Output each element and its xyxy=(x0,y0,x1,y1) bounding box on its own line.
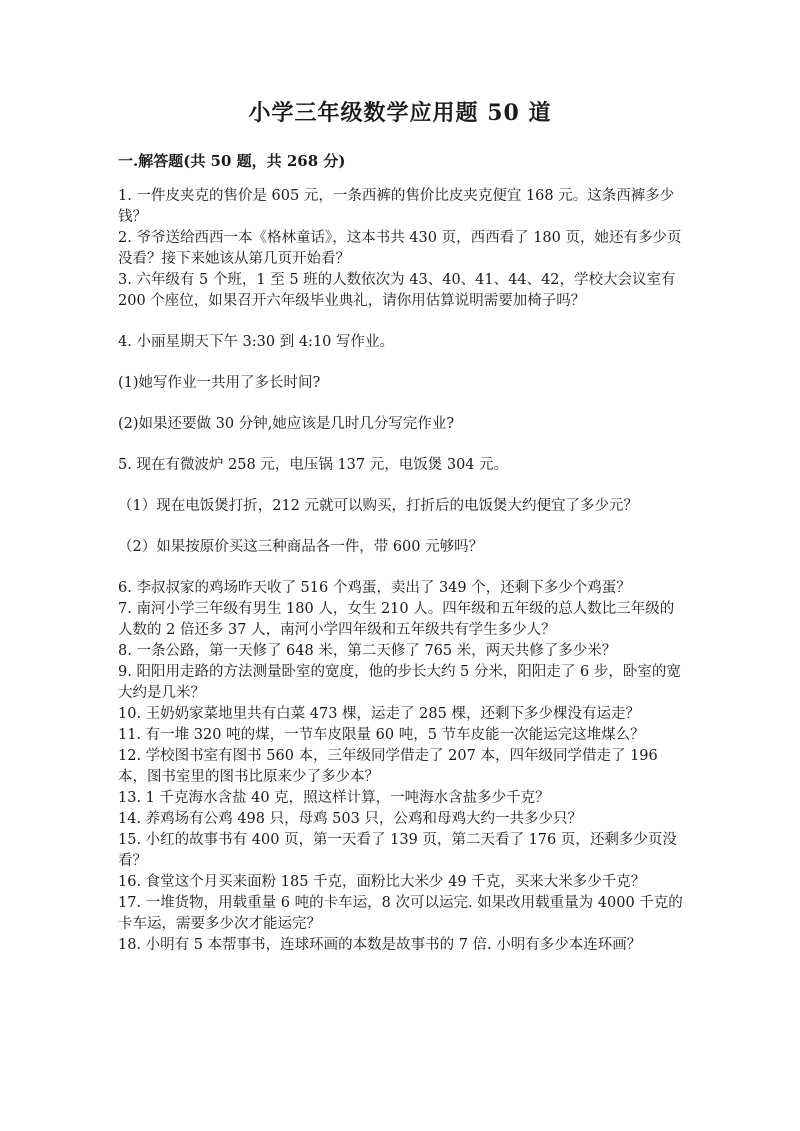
question-9: 9. 阳阳用走路的方法测量卧室的宽度，他的步长大约 5 分米，阳阳走了 6 步，卧室的宽大约是几米？ xyxy=(118,664,681,701)
question-3: 3. 六年级有 5 个班，1 至 5 班的人数依次为 43、40、41、44、42，学校大会议室有 200 个座位，如果召开六年级毕业典礼，请你用估算说明需要加椅子吗？ xyxy=(118,272,676,309)
question-14: 14. 养鸡场有公鸡 498 只，母鸡 503 只，公鸡和母鸡大约一共多少只？ xyxy=(118,811,582,827)
question-13: 13. 1 千克海水含盐 40 克，照这样计算，一吨海水含盐多少千克？ xyxy=(118,790,550,806)
question-11: 11. 有一堆 320 吨的煤，一节车皮限量 60 吨，5 节车皮能一次能运完这堆煤么？ xyxy=(118,727,645,743)
question-4: 4. 小丽星期天下午 3:30 到 4:10 写作业。 xyxy=(118,334,395,350)
question-list xyxy=(118,186,688,956)
question-18: 18. 小明有 5 本帮事书，连球环画的本数是故事书的 7 倍. 小明有多少本连环画？ xyxy=(118,937,642,953)
section-heading: 一.解答题(共 50 题，共 268 分) xyxy=(118,152,346,170)
question-6: 6. 李叔叔家的鸡场昨天收了 516 个鸡蛋，卖出了 349 个，还剩下多少个鸡蛋？ xyxy=(118,580,631,596)
question-1: 1. 一件皮夹克的售价是 605 元，一条西裤的售价比皮夹克便宜 168 元。这条西裤多少钱？ xyxy=(118,188,675,225)
question-2: 2. 爷爷送给西西一本《格林童话》，这本书共 430 页，西西看了 180 页，她还有多少页没看？接下来她该从第几页开始看？ xyxy=(118,230,682,267)
question-16: 16. 食堂这个月买来面粉 185 千克，面粉比大米少 49 千克，买来大米多少千克？ xyxy=(118,874,646,890)
question-15: 15. 小红的故事书有 400 页，第一天看了 139 页，第二天看了 176 页，还剩多少页没看？ xyxy=(118,832,677,869)
question-5-part-2: （2）如果按原价买这三种商品各一件，带 600 元够吗？ xyxy=(118,539,484,555)
question-5: 5. 现在有微波炉 258 元，电压锅 137 元，电饭煲 304 元。 xyxy=(118,457,509,473)
question-4-part-1: (1)她写作业一共用了多长时间? xyxy=(118,375,321,391)
question-12: 12. 学校图书室有图书 560 本，三年级同学借走了 207 本，四年级同学借走了 196 本，图书室里的图书比原来少了多少本？ xyxy=(118,748,658,785)
question-5-part-1: （1）现在电饭煲打折，212 元就可以购买，打折后的电饭煲大约便宜了多少元？ xyxy=(118,498,639,514)
page-title: 小学三年级数学应用题 50 道 xyxy=(248,100,552,126)
question-8: 8. 一条公路，第一天修了 648 米，第二天修了 765 米，两天共修了多少米？ xyxy=(118,643,617,659)
question-4-part-2: (2)如果还要做 30 分钟,她应该是几时几分写完作业? xyxy=(118,416,455,432)
question-10: 10. 王奶奶家菜地里共有白菜 473 棵，运走了 285 棵，还剩下多少棵没有运走？ xyxy=(118,706,640,722)
question-17: 17. 一堆货物，用载重量 6 吨的卡车运，8 次可以运完. 如果改用载重量为 4000 千克的卡车运，需要多少次才能运完？ xyxy=(118,895,683,932)
question-7: 7. 南河小学三年级有男生 180 人，女生 210 人。四年级和五年级的总人数比三年级的人数的 2 倍还多 37 人，南河小学四年级和五年级共有学生多少人？ xyxy=(118,601,675,638)
